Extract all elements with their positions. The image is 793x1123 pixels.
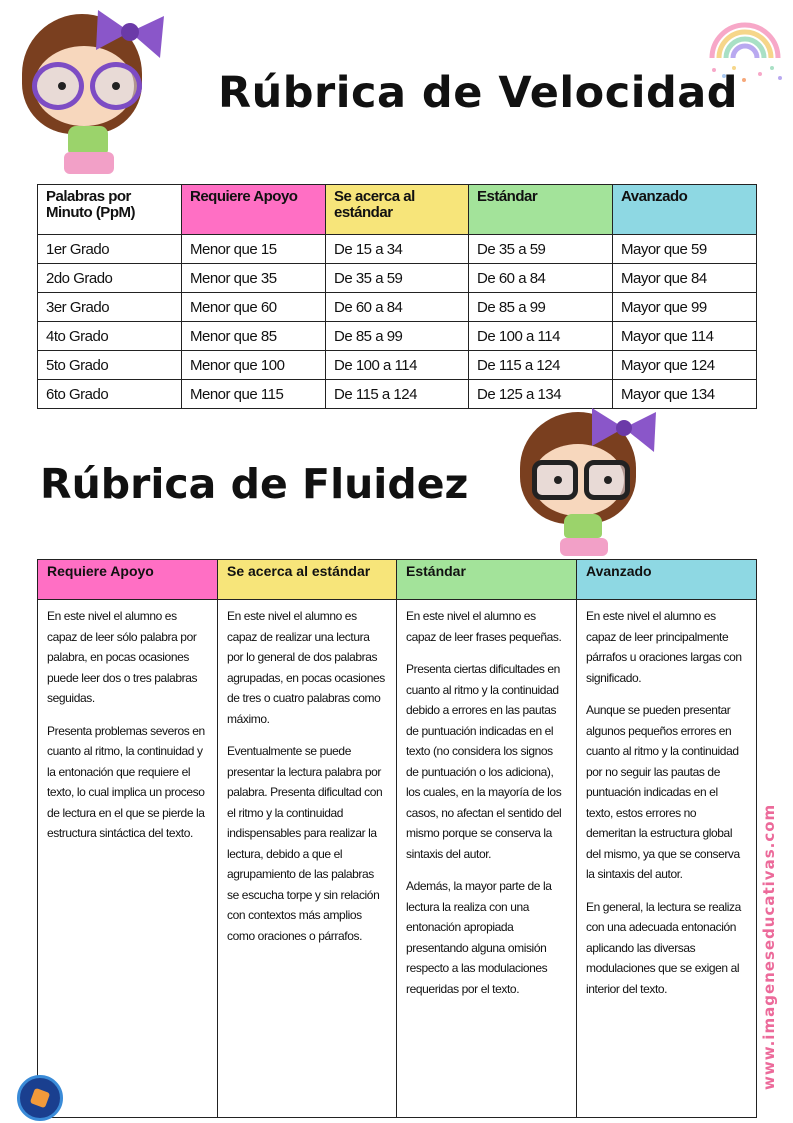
table-cell: Menor que 100: [182, 351, 326, 380]
paragraph: En este nivel el alumno es capaz de leer principalmente párrafos u oraciones largas con significado.: [586, 609, 742, 685]
watermark-url: www.imageneseducativas.com: [760, 803, 778, 1090]
header-estandar: Estándar: [469, 185, 613, 235]
paragraph: En general, la lectura se realiza con una adecuada entonación aplicando las diversas modulaciones que se exigen al interior del texto.: [586, 899, 741, 996]
table-cell: Mayor que 134: [613, 380, 757, 409]
table-cell: Menor que 115: [182, 380, 326, 409]
logo-icon: [17, 1075, 63, 1121]
table-row: [38, 351, 757, 380]
grade-cell: 4to Grado: [38, 322, 182, 351]
requiere-apoyo-description: [38, 600, 218, 1118]
paragraph: Presenta ciertas dificultades en cuanto al ritmo y la continuidad debido a errores en las pautas de puntuación indicadas en el texto (no considera los signos de puntuación o los adiciona), los cuales, en la mayoría de los casos, no afectan el sentido del mismo porque se conserva la sintaxis del autor.: [406, 662, 562, 861]
header-avanzado: Avanzado: [577, 560, 757, 600]
table-cell: Menor que 15: [182, 235, 326, 264]
paragraph: Presenta problemas severos en cuanto al ritmo, la continuidad y la entonación que requiere el texto, lo cual implica un proceso de lectura en el que se pierde la estructura sintáctica del texto.: [47, 723, 205, 840]
grade-cell: 3er Grado: [38, 293, 182, 322]
speed-rubric-title: Rúbrica de Velocidad: [218, 68, 739, 118]
paragraph: Eventualmente se puede presentar la lectura palabra por palabra. Presenta dificultad con el ritmo y la continuidad indispensables para realizar la lectura, debido a que el agrupamiento de las palabras se escucha torpe y sin relación con contextos más amplios como oraciones o párrafos.: [227, 744, 383, 943]
table-cell: Mayor que 124: [613, 351, 757, 380]
header-se-acerca: Se acerca al estándar: [326, 185, 469, 235]
table-row: [38, 235, 757, 264]
table-cell: Mayor que 114: [613, 322, 757, 351]
table-cell: Menor que 85: [182, 322, 326, 351]
table-cell: De 60 a 84: [326, 293, 469, 322]
table-cell: De 100 a 114: [326, 351, 469, 380]
table-cell: Menor que 60: [182, 293, 326, 322]
grade-cell: 5to Grado: [38, 351, 182, 380]
table-cell: De 100 a 114: [469, 322, 613, 351]
header-avanzado: Avanzado: [613, 185, 757, 235]
header-requiere-apoyo: Requiere Apoyo: [182, 185, 326, 235]
table-cell: Mayor que 84: [613, 264, 757, 293]
table-cell: De 85 a 99: [326, 322, 469, 351]
grade-cell: 1er Grado: [38, 235, 182, 264]
girl-illustration-top: [10, 0, 170, 180]
fluency-rubric-title: Rúbrica de Fluidez: [40, 460, 469, 508]
fluency-content-row: [38, 600, 757, 1118]
table-cell: De 115 a 124: [469, 351, 613, 380]
avanzado-description: [577, 600, 757, 1118]
table-row: [38, 293, 757, 322]
paragraph: En este nivel el alumno es capaz de realizar una lectura por lo general de dos palabras agrupadas, en pocas ocasiones de tres o cuatro palabras como máximo.: [227, 609, 385, 726]
table-cell: De 35 a 59: [469, 235, 613, 264]
table-cell: De 125 a 134: [469, 380, 613, 409]
table-cell: De 85 a 99: [469, 293, 613, 322]
se-acerca-description: [218, 600, 397, 1118]
table-cell: Mayor que 59: [613, 235, 757, 264]
table-row: [38, 322, 757, 351]
header-se-acerca: Se acerca al estándar: [218, 560, 397, 600]
table-cell: Mayor que 99: [613, 293, 757, 322]
header-words-per-minute: Palabras por Minuto (PpM): [38, 185, 182, 235]
paragraph: Además, la mayor parte de la lectura la realiza con una entonación apropiada presentando alguna omisión respecto a las modulaciones requeridas por el texto.: [406, 879, 552, 996]
girl-illustration-middle: [512, 398, 662, 560]
fluency-rubric-table: [37, 559, 757, 1118]
grade-cell: 6to Grado: [38, 380, 182, 409]
paragraph: En este nivel el alumno es capaz de leer sólo palabra por palabra, en pocas ocasiones puede leer dos o tres palabras seguidas.: [47, 609, 198, 705]
table-cell: De 35 a 59: [326, 264, 469, 293]
table-cell: De 115 a 124: [326, 380, 469, 409]
table-row: [38, 264, 757, 293]
header-estandar: Estándar: [397, 560, 577, 600]
paragraph: Aunque se pueden presentar algunos pequeños errores en cuanto al ritmo y la continuidad por no seguir las pautas de puntuación indicadas en el texto, estos errores no demeritan la estructura global del mismo, ya que se conserva la sintaxis del autor.: [586, 703, 740, 881]
table-cell: De 60 a 84: [469, 264, 613, 293]
table-cell: De 15 a 34: [326, 235, 469, 264]
speed-header-row: [38, 185, 757, 235]
estandar-description: [397, 600, 577, 1118]
paragraph: En este nivel el alumno es capaz de leer frases pequeñas.: [406, 609, 562, 644]
table-cell: Menor que 35: [182, 264, 326, 293]
fluency-header-row: [38, 560, 757, 600]
header-requiere-apoyo: Requiere Apoyo: [38, 560, 218, 600]
speed-rubric-table: [37, 184, 757, 409]
grade-cell: 2do Grado: [38, 264, 182, 293]
